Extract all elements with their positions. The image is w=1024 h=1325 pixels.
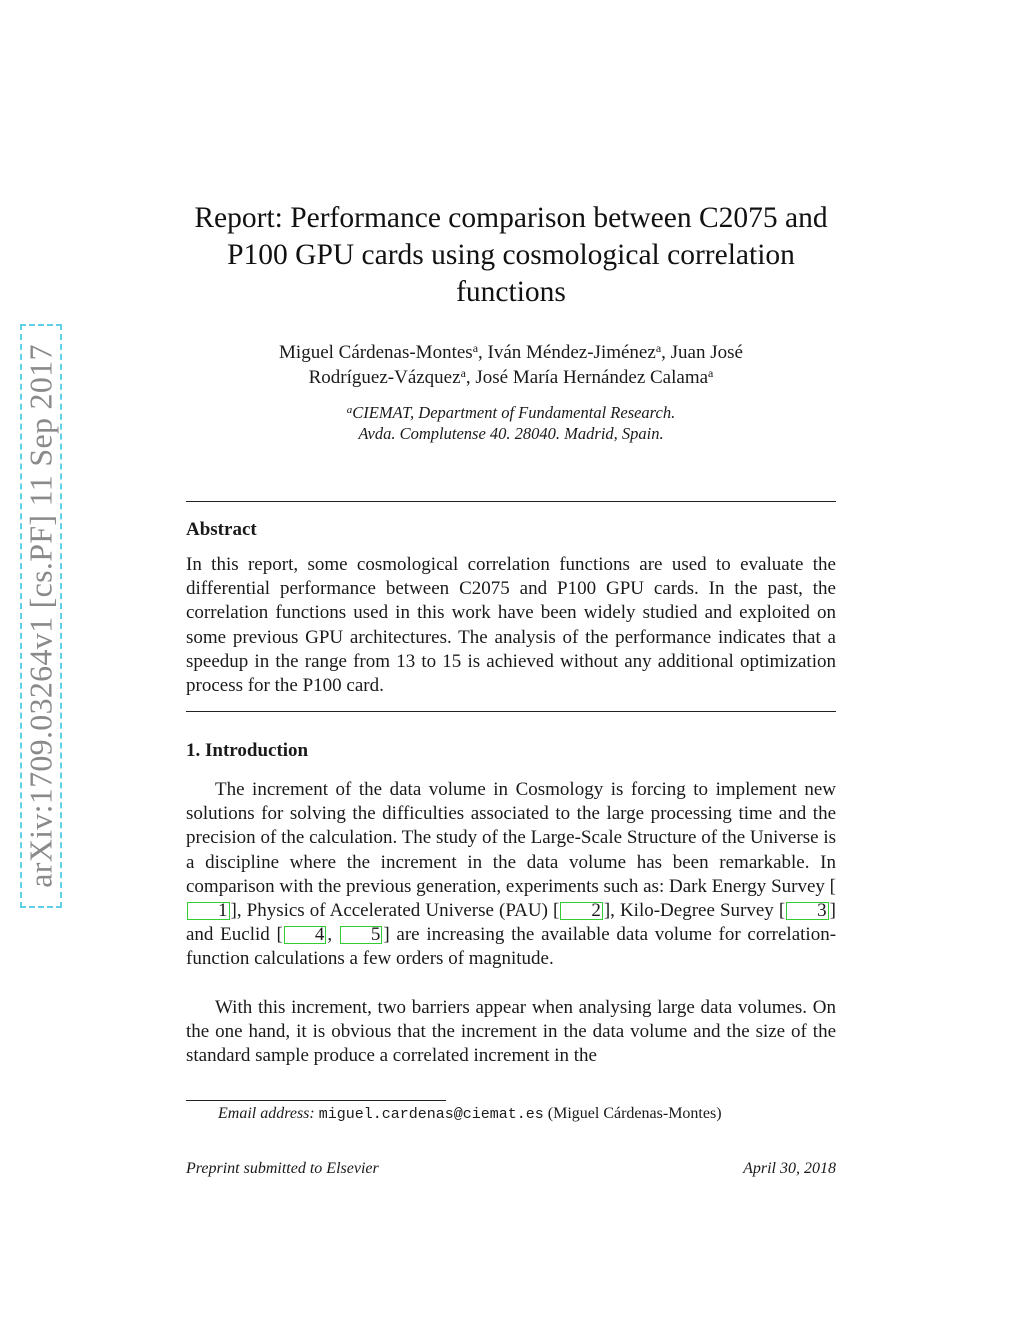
- author-4: José María Hernández Calama: [475, 367, 709, 388]
- citation-link-4[interactable]: 4: [284, 926, 327, 944]
- abstract-heading: Abstract: [186, 519, 257, 540]
- abstract-bottom-rule: [186, 711, 836, 712]
- author-2: Iván Méndez-Jiménez: [487, 342, 656, 363]
- paper-title: [186, 200, 836, 311]
- citation-link-2[interactable]: 2: [560, 902, 603, 920]
- citation-link-5[interactable]: 5: [340, 926, 383, 944]
- author-list: Miguel Cárdenas-Montes$^a$, Iván Méndez-Jiménez$^a$, Juan José Rodríguez-Vázquez$^a$, José María Hernández Calama$^a$: [279, 341, 743, 388]
- citation-link-1[interactable]: 1: [187, 902, 230, 920]
- author-1: Miguel Cárdenas-Montes: [279, 342, 473, 363]
- footnote-rule: [186, 1100, 446, 1101]
- affiliation-line-2: Avda. Complutense 40. 28040. Madrid, Spain.: [358, 424, 664, 443]
- author-3-cont: Rodríguez-Vázquez: [308, 367, 461, 388]
- affiliation-line-1: CIEMAT, Department of Fundamental Research.: [352, 403, 676, 422]
- affiliation: $^a$CIEMAT, Department of Fundamental Research. Avda. Complutense 40. 28040. Madrid, Spain.: [186, 402, 836, 444]
- arxiv-stamp[interactable]: [20, 324, 62, 908]
- footer-date: April 30, 2018: [743, 1160, 836, 1177]
- footnote-label: Email address:: [218, 1105, 315, 1122]
- footer-preprint: Preprint submitted to Elsevier: [186, 1160, 379, 1177]
- intro-paragraph-2: With this increment, two barriers appear when analysing large data volumes. On the one hand, it is obvious that the increment in the data volume and the size of the standard sample produce a correlated increment in the: [186, 997, 836, 1067]
- title-line-2: P100 GPU cards using cosmological correlation: [227, 239, 795, 271]
- abstract-top-rule: [186, 501, 836, 502]
- email-link[interactable]: miguel.cardenas@ciemat.es: [318, 1106, 544, 1123]
- citation-link-3[interactable]: 3: [786, 902, 829, 920]
- intro-paragraph-1: The increment of the data volume in Cosmology is forcing to implement new solutions for solving the difficulties associated to the large processing time and the precision of the calculation. The study of the Large-Scale Structure of the Universe is a discipline where the increment in the data volume has been remarkable. In comparison with the previous generation, experiments such as: Dark Energy Survey [1 ], Physics of Accelerated Universe (PAU) [ 2 ], Kilo-Degree Survey [ 3 ] and Euclid [ 4 , 5 ] are increasing the available data volume for correlation-function calculations a few orders of magnitude.: [186, 779, 837, 970]
- section-heading-introduction: 1. Introduction: [186, 740, 309, 761]
- footnote-name: (Miguel Cárdenas-Montes): [547, 1105, 722, 1122]
- arxiv-stamp-text: arXiv:1709.03264v1 [cs.PF] 11 Sep 2017: [22, 344, 59, 888]
- footnote: [218, 1104, 722, 1125]
- title-line-1: Report: Performance comparison between C2075 and: [194, 202, 828, 234]
- author-3: Juan José: [670, 342, 743, 363]
- abstract-text: In this report, some cosmological correlation functions are used to evaluate the differential performance between C2075 and P100 GPU cards. In the past, the correlation functions used in this work have been widely studied and exploited on some previous GPU architectures. The analysis of the performance indicates that a speedup in the range from 13 to 15 is achieved without any additional optimization process for the P100 card.: [186, 554, 836, 697]
- title-line-3: functions: [456, 276, 566, 308]
